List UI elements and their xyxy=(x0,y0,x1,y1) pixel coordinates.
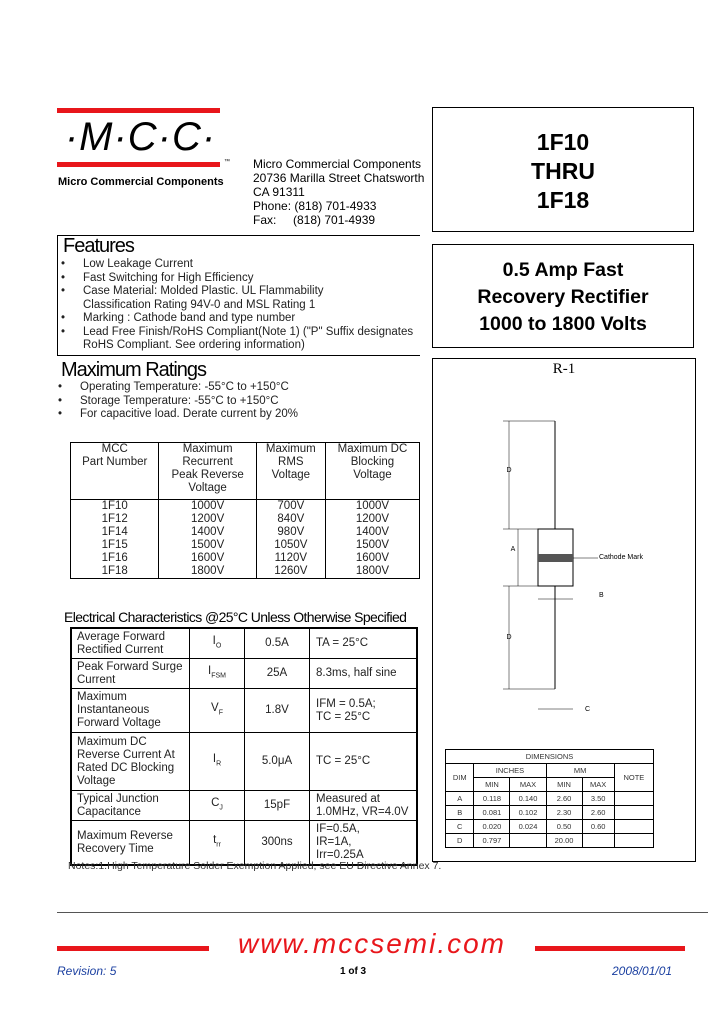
symbol: C xyxy=(211,796,220,809)
ratings-table xyxy=(70,442,420,579)
table-cell xyxy=(510,834,546,848)
page-number: 1 of 3 xyxy=(340,966,367,977)
table-row xyxy=(71,565,420,579)
cathode-mark-label: Cathode Mark xyxy=(599,554,643,561)
note-cell xyxy=(614,806,653,820)
feature-item: • Lead Free Finish/RoHS Compliant(Note 1) ("P" Suffix designates xyxy=(61,326,413,340)
table-row xyxy=(71,733,417,791)
footer-bar-left xyxy=(57,946,209,951)
part-to: 1F18 xyxy=(536,187,590,213)
table-cell: 980V xyxy=(256,526,325,539)
feature-item: • Fast Switching for High Efficiency xyxy=(61,272,413,286)
table-cell: Measured at 1.0MHz, VR=4.0V xyxy=(310,791,418,821)
note-cell xyxy=(614,834,653,848)
table-cell: 0.102 xyxy=(510,806,546,820)
part-thru: THRU xyxy=(531,158,595,184)
table-cell: 0.5A xyxy=(245,628,310,659)
table-cell: 1050V xyxy=(256,539,325,552)
logo-bar-top xyxy=(57,108,220,113)
table-row xyxy=(446,834,654,848)
symbol-subscript: O xyxy=(215,642,222,650)
symbol-subscript: rr xyxy=(216,841,221,849)
date: 2008/01/01 xyxy=(612,964,673,978)
logo: ·M·C·C· xyxy=(64,115,217,159)
table-cell: 1F18 xyxy=(71,565,159,579)
symbol-cell xyxy=(190,689,245,733)
table-cell: MAX xyxy=(510,778,546,792)
table-cell: TA = 25°C xyxy=(310,628,418,659)
table-cell: 0.50 xyxy=(546,820,582,834)
table-cell: 0.020 xyxy=(474,820,510,834)
divider xyxy=(57,235,58,355)
description-line: 0.5 Amp Fast xyxy=(502,259,624,281)
dim-label-b: B xyxy=(599,592,604,599)
table-row xyxy=(71,539,420,552)
dim-label-a: A xyxy=(510,546,516,553)
symbol: I xyxy=(212,752,217,765)
address-block xyxy=(253,157,424,227)
table-cell: 1800V xyxy=(325,565,419,579)
table-cell: 1260V xyxy=(256,565,325,579)
table-cell: 8.3ms, half sine xyxy=(310,659,418,689)
list-item: • For capacitive load. Derate current by 20% xyxy=(58,408,298,422)
symbol-cell xyxy=(190,659,245,689)
symbol-subscript: J xyxy=(219,804,223,812)
table-cell: 2.60 xyxy=(546,792,582,806)
table-cell: D xyxy=(446,834,474,848)
feature-item: • Marking : Cathode band and type number xyxy=(61,312,413,326)
note: Notes:1.High Temperature Solder Exemption Applied, see EU Directive Annex 7. xyxy=(68,860,442,872)
table-cell: IF=0.5A, IR=1A, Irr=0.25A xyxy=(310,821,418,866)
table-cell: DIM xyxy=(446,764,474,792)
table-cell: Peak Forward Surge Current xyxy=(71,659,190,689)
part-from: 1F10 xyxy=(536,129,590,155)
table-row xyxy=(446,820,654,834)
symbol: I xyxy=(212,634,216,647)
address-line: 20736 Marilla Street Chatsworth xyxy=(253,171,425,185)
symbol-subscript: F xyxy=(218,709,223,717)
table-cell: INCHES xyxy=(474,764,546,778)
table-cell: 0.140 xyxy=(510,792,546,806)
table-cell: 2.30 xyxy=(546,806,582,820)
table-cell: 1600V xyxy=(325,552,419,565)
table-cell: 0.024 xyxy=(510,820,546,834)
diode-outline-drawing xyxy=(433,359,695,739)
symbol: I xyxy=(208,664,212,677)
website-link[interactable]: www.mccsemi.com xyxy=(237,928,506,959)
table-cell: 20.00 xyxy=(546,834,582,848)
revision: Revision: 5 xyxy=(57,964,117,978)
table-row xyxy=(71,500,420,514)
table-cell: IFM = 0.5A; TC = 25°C xyxy=(310,689,418,733)
company-name: Micro Commercial Components xyxy=(58,176,224,188)
table-cell: 2.60 xyxy=(582,806,614,820)
table-cell: 1F15 xyxy=(71,539,159,552)
description-line: Recovery Rectifier xyxy=(477,286,649,308)
table-cell: 0.797 xyxy=(474,834,510,848)
table-cell: Maximum Reverse Recovery Time xyxy=(71,821,190,866)
symbol: V xyxy=(211,701,219,714)
feature-item: Classification Rating 94V-0 and MSL Rating 1 xyxy=(83,298,316,311)
package-box xyxy=(432,358,696,862)
symbol-subscript: FSM xyxy=(211,672,226,680)
table-cell: 25A xyxy=(245,659,310,689)
symbol-cell xyxy=(190,791,245,821)
table-cell: 1F14 xyxy=(71,526,159,539)
symbol-subscript: R xyxy=(216,760,222,768)
table-cell: NOTE xyxy=(614,764,653,792)
table-cell: 1F16 xyxy=(71,552,159,565)
symbol-cell xyxy=(190,628,245,659)
table-cell: Maximum RMS Voltage xyxy=(256,443,325,500)
table-cell: 1200V xyxy=(325,513,419,526)
feature-item: RoHS Compliant. See ordering information) xyxy=(83,339,305,351)
table-cell: 840V xyxy=(256,513,325,526)
table-row xyxy=(71,659,417,689)
logo-bar-bottom xyxy=(57,162,220,167)
phone: Phone: (818) 701-4933 xyxy=(253,199,377,213)
features-title: Features xyxy=(63,235,134,257)
table-cell: 15pF xyxy=(245,791,310,821)
fax: Fax: (818) 701-4939 xyxy=(253,213,376,227)
table-cell: A xyxy=(446,792,474,806)
table-cell: Maximum Instantaneous Forward Voltage xyxy=(71,689,190,733)
symbol: t xyxy=(213,833,217,846)
trademark: ™ xyxy=(224,159,230,165)
elec-title: Electrical Characteristics @25°C Unless Otherwise Specified xyxy=(64,609,407,625)
table-cell: Typical Junction Capacitance xyxy=(71,791,190,821)
table-cell: DIMENSIONS xyxy=(446,750,654,764)
table-cell: 700V xyxy=(256,500,325,514)
dim-label-d2: D xyxy=(506,634,512,641)
footer-bar-right xyxy=(535,946,685,951)
description-box xyxy=(432,244,694,348)
max-ratings-list xyxy=(58,381,298,422)
table-cell: Average Forward Rectified Current xyxy=(71,628,190,659)
table-row xyxy=(71,526,420,539)
package-name: R-1 xyxy=(552,361,576,377)
table-cell xyxy=(582,834,614,848)
feature-item: • Case Material: Molded Plastic. UL Flammability xyxy=(61,285,413,299)
footer-divider xyxy=(57,912,708,913)
dim-label-c: C xyxy=(585,706,591,713)
table-cell: 1000V xyxy=(159,500,256,514)
table-cell: 0.081 xyxy=(474,806,510,820)
table-cell: MM xyxy=(546,764,614,778)
max-ratings-title: Maximum Ratings xyxy=(61,359,207,381)
divider xyxy=(57,355,420,356)
table-cell: 1120V xyxy=(256,552,325,565)
list-item: • Storage Temperature: -55°C to +150°C xyxy=(58,395,298,409)
table-cell: MAX xyxy=(582,778,614,792)
table-cell: Maximum Recurrent Peak Reverse Voltage xyxy=(159,443,256,500)
table-cell: B xyxy=(446,806,474,820)
table-cell: Maximum DC Blocking Voltage xyxy=(325,443,419,500)
table-cell: 1200V xyxy=(159,513,256,526)
note-cell xyxy=(614,820,653,834)
table-row xyxy=(71,628,417,659)
table-cell: 1000V xyxy=(325,500,419,514)
dim-label-d: D xyxy=(506,467,512,474)
table-cell: MIN xyxy=(474,778,510,792)
symbol-cell xyxy=(190,821,245,866)
symbol-cell xyxy=(190,733,245,791)
table-row xyxy=(71,821,417,866)
description-line: 1000 to 1800 Volts xyxy=(479,313,647,335)
table-cell: 300ns xyxy=(245,821,310,866)
table-row xyxy=(71,689,417,733)
table-cell: 1500V xyxy=(159,539,256,552)
note-cell xyxy=(614,792,653,806)
table-cell: Maximum DC Reverse Current At Rated DC Blocking Voltage xyxy=(71,733,190,791)
table-cell: 1400V xyxy=(159,526,256,539)
table-cell: 1800V xyxy=(159,565,256,579)
address-line: Micro Commercial Components xyxy=(253,157,422,171)
table-cell: 1F10 xyxy=(71,500,159,514)
table-row xyxy=(446,792,654,806)
table-cell: 1600V xyxy=(159,552,256,565)
table-row xyxy=(71,552,420,565)
table-cell: 0.60 xyxy=(582,820,614,834)
table-cell: 1400V xyxy=(325,526,419,539)
table-cell: MCC Part Number xyxy=(71,443,159,500)
table-row xyxy=(71,513,420,526)
list-item: • Operating Temperature: -55°C to +150°C xyxy=(58,381,298,395)
electrical-table xyxy=(70,627,418,866)
table-row xyxy=(446,806,654,820)
table-cell: 1F12 xyxy=(71,513,159,526)
table-cell: C xyxy=(446,820,474,834)
dimensions-table xyxy=(445,749,654,848)
features-list xyxy=(61,258,413,353)
table-header xyxy=(71,443,420,500)
table-cell: MIN xyxy=(546,778,582,792)
table-cell: 3.50 xyxy=(582,792,614,806)
part-number-box xyxy=(432,107,694,232)
table-cell: TC = 25°C xyxy=(310,733,418,791)
feature-item: • Low Leakage Current xyxy=(61,258,413,272)
table-row xyxy=(71,791,417,821)
table-cell: 0.118 xyxy=(474,792,510,806)
table-cell: 5.0μA xyxy=(245,733,310,791)
table-cell: 1.8V xyxy=(245,689,310,733)
address-line: CA 91311 xyxy=(253,185,305,199)
table-cell: 1500V xyxy=(325,539,419,552)
